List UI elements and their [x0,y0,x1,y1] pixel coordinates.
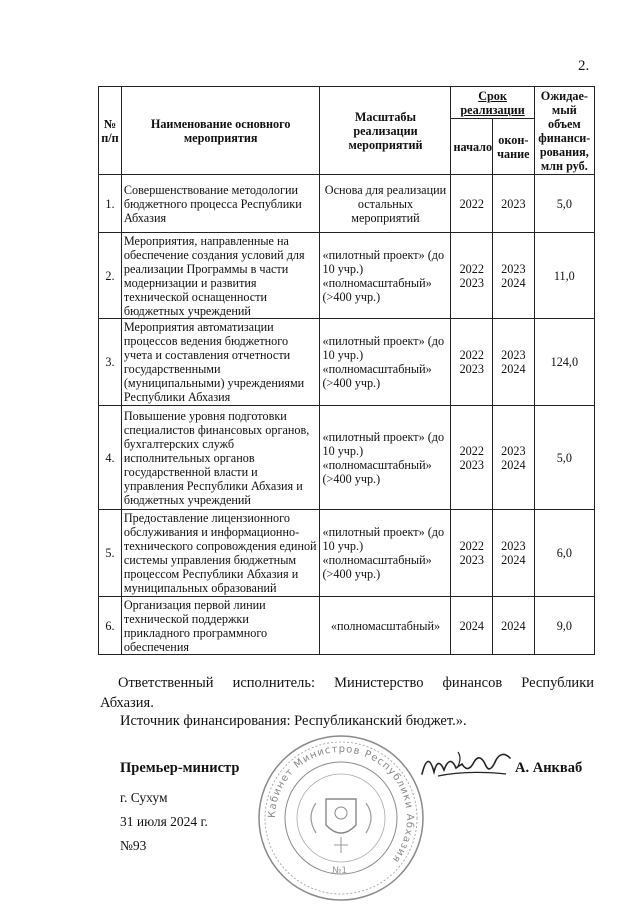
header-funding: Ожидае-мый объем финанси-рования, млн руб. [534,87,594,175]
row-start: 2022 2023 [451,406,493,510]
signature-icon [418,744,514,784]
table-row [99,597,595,655]
signatory-name: А. Анкваб [515,760,583,776]
row-sum: 6,0 [534,510,594,597]
program-activities-table [98,86,595,655]
row-start: 2022 2023 [451,319,493,406]
row-scale: «пилотный проект» (до 10 учр.) «полномасштабный» (>400 учр.) [320,406,451,510]
row-sum: 5,0 [534,406,594,510]
row-start: 2022 [451,175,493,233]
table-row [99,319,595,406]
executor-line-continuation: Абхазия. [100,695,154,711]
header-period-label: Срок реализации [460,88,525,117]
row-end: 2023 [493,175,535,233]
header-num: № п/п [99,87,122,175]
table-row [99,175,595,233]
row-num: 4. [99,406,122,510]
row-sum: 9,0 [534,597,594,655]
executor-line: Ответственный исполнитель: Министерство финансов Республики [118,675,594,691]
row-start: 2022 2023 [451,233,493,319]
header-scale: Масштабы реализации мероприятий [320,87,451,175]
row-name: Мероприятия автоматизации процессов ведения бюджетного учета и составления отчетности государственными (муниципальными) учреждениями Республики Абхазия [121,319,320,406]
row-sum: 124,0 [534,319,594,406]
page-number: 2. [578,58,590,74]
row-name: Совершенствование методологии бюджетного процесса Республики Абхазия [121,175,320,233]
official-seal-icon [256,733,426,903]
signatory-title: Премьер-министр [120,760,240,776]
row-end: 2023 2024 [493,510,535,597]
seal-lettering: Кабинет Министров Республики Абхазия [266,743,416,865]
document-place: г. Сухум [120,790,168,805]
row-num: 3. [99,319,122,406]
row-num: 5. [99,510,122,597]
row-scale: «пилотный проект» (до 10 учр.) «полномасштабный» (>400 учр.) [320,510,451,597]
header-start: начало [451,119,493,175]
funding-source: Источник финансирования: Республиканский бюджет.». [120,713,467,729]
row-start: 2024 [451,597,493,655]
row-end: 2023 2024 [493,233,535,319]
row-num: 2. [99,233,122,319]
row-end: 2023 2024 [493,406,535,510]
table-row [99,233,595,319]
row-scale: Основа для реализации остальных мероприятий [320,175,451,233]
row-name: Мероприятия, направленные на обеспечение создания условий для реализации Программы в части модернизации и развития технической оснащенности бюджетных учреждений [121,233,320,319]
table-row [99,510,595,597]
row-scale: «пилотный проект» (до 10 учр.) «полномасштабный» (>400 учр.) [320,233,451,319]
document-number: №93 [120,838,147,853]
row-start: 2022 2023 [451,510,493,597]
row-end: 2023 2024 [493,319,535,406]
row-end: 2024 [493,597,535,655]
row-sum: 5,0 [534,175,594,233]
svg-text:№1: №1 [332,866,348,876]
header-name: Наименование основного мероприятия [121,87,320,175]
row-name: Организация первой линии технической поддержки прикладного программного обеспечения [121,597,320,655]
row-num: 1. [99,175,122,233]
row-scale: «пилотный проект» (до 10 учр.) «полномасштабный» (>400 учр.) [320,319,451,406]
row-num: 6. [99,597,122,655]
row-scale: «полномасштабный» [320,597,451,655]
header-end: окон-чание [493,119,535,175]
document-date: 31 июля 2024 г. [120,814,208,829]
row-name: Повышение уровня подготовки специалистов финансовых органов, бухгалтерских служб исполнительных органов государственной власти и управления Республики Абхазия и бюджетных учреждений [121,406,320,510]
row-name: Предоставление лицензионного обслуживания и информационно-технического сопровождения единой системы управления бюджетным процессом Республики Абхазия и муниципальных образований [121,510,320,597]
table-row [99,406,595,510]
header-period [451,87,534,119]
row-sum: 11,0 [534,233,594,319]
